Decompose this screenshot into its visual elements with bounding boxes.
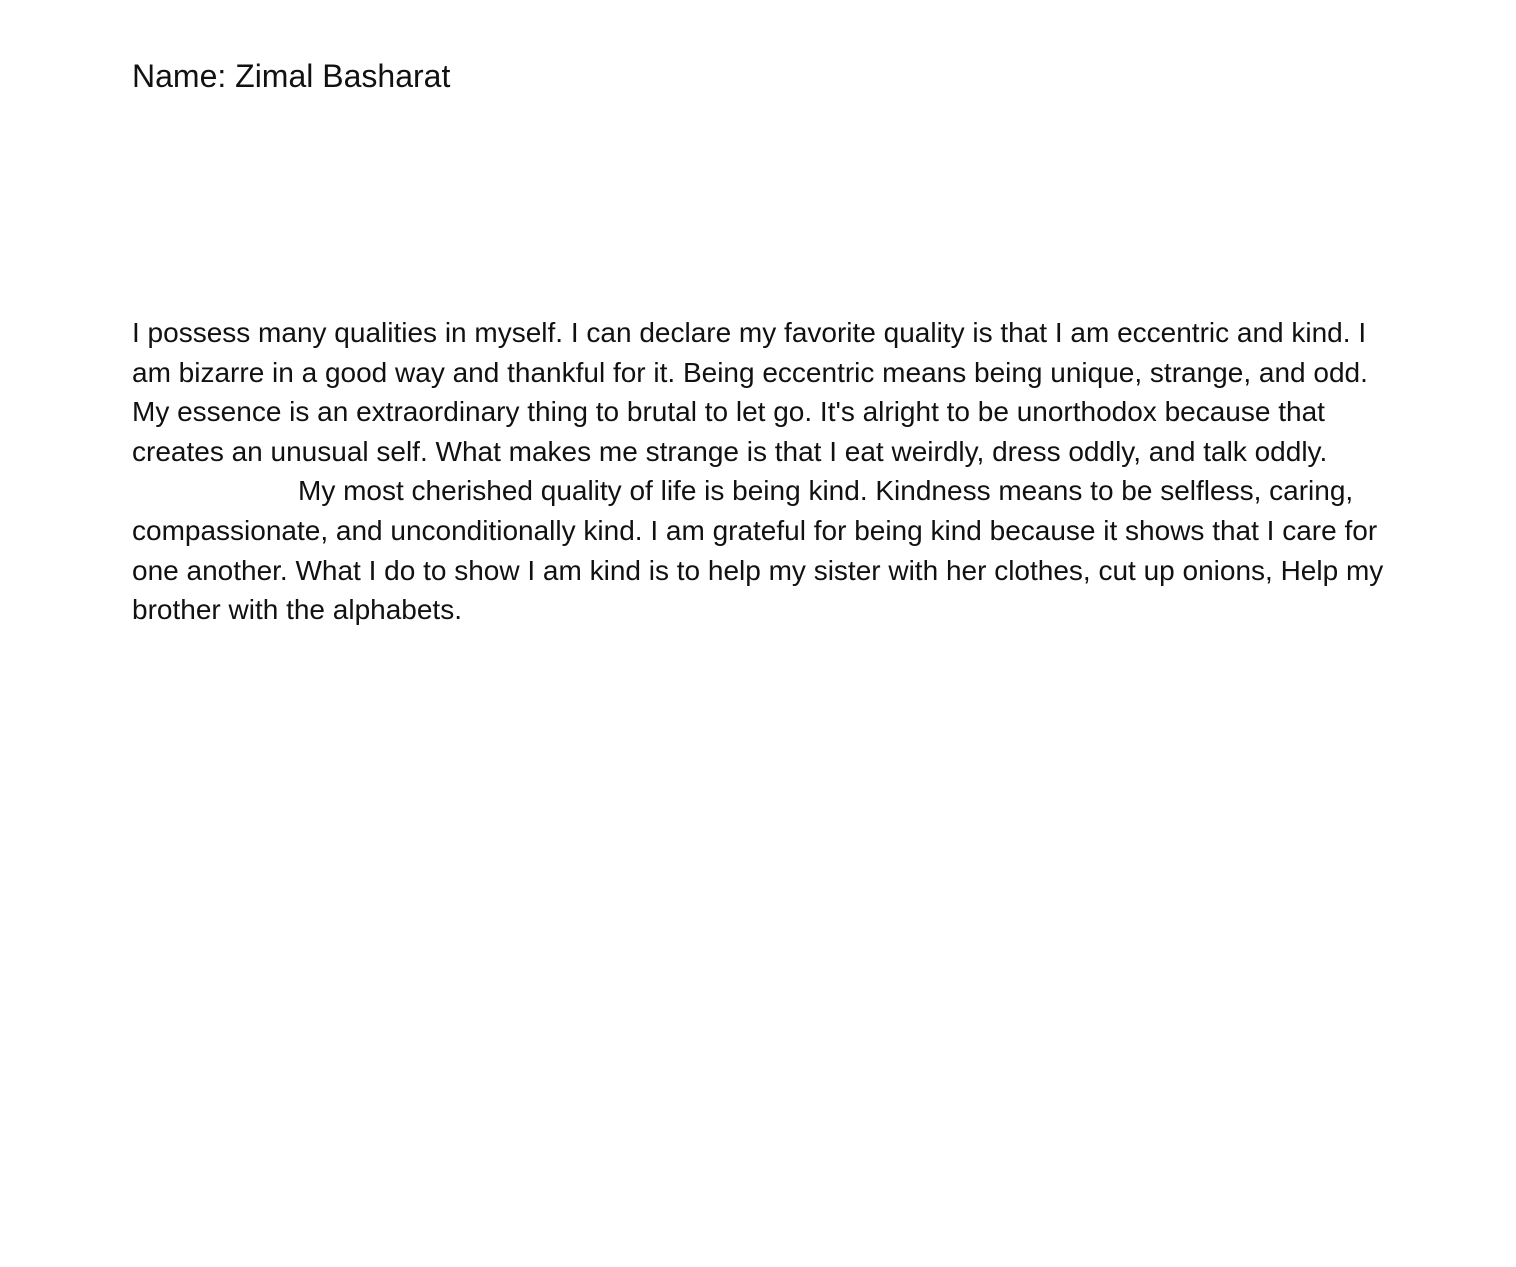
paragraph-eccentric: I possess many qualities in myself. I can declare my favorite quality is that I am eccentric and kind. I am bizarre in a good way and thankful for it. Being eccentric means being unique, strange, and odd. My essence is an extraordinary thing to brutal to let go. It's alright to be unorthodox because that creates an unusual self. What makes me strange is that I eat weirdly, dress oddly, and talk oddly.: [132, 317, 1368, 467]
paragraph-kindness: My most cherished quality of life is being kind. Kindness means to be selfless, caring, compassionate, and unconditionally kind. I am grateful for being kind because it shows that I care for one another. What I do to show I am kind is to help my sister with her clothes, cut up onions, Help my brother with the alphabets.: [132, 475, 1384, 626]
essay-body: [132, 313, 1392, 630]
student-name: Name: Zimal Basharat: [132, 58, 451, 94]
